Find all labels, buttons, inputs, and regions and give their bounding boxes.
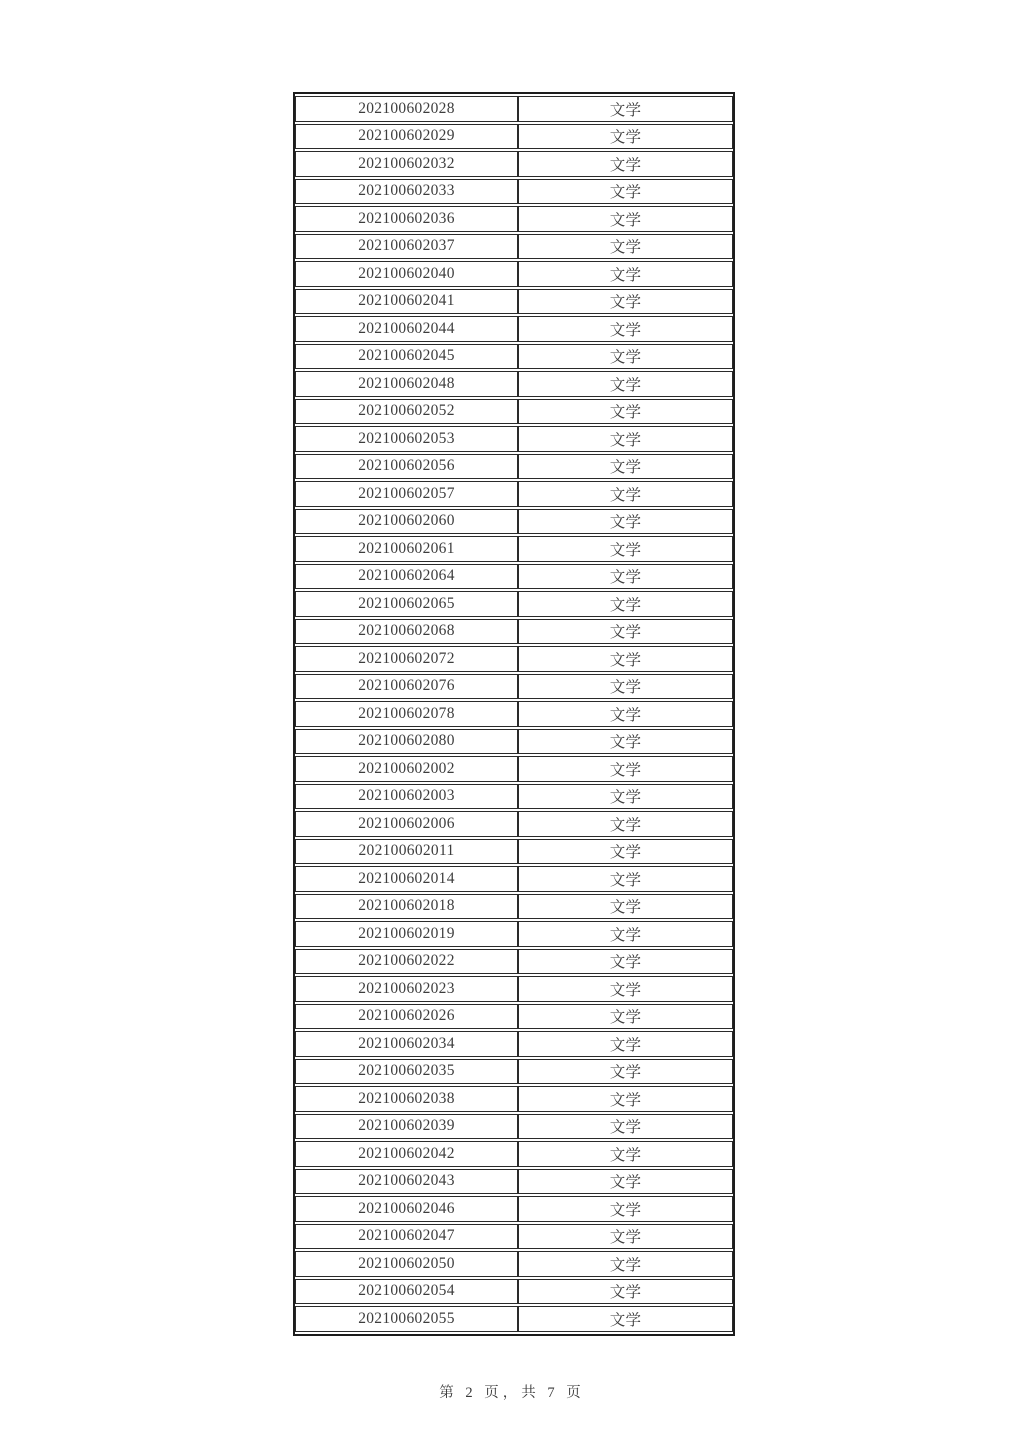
exam-number-cell: 202100602035 (295, 1059, 518, 1085)
exam-number-cell: 202100602053 (295, 426, 518, 452)
table-row (295, 179, 733, 205)
table-row (295, 289, 733, 315)
category-cell: 文学 (518, 729, 733, 755)
category-cell: 文学 (518, 756, 733, 782)
table-row (295, 811, 733, 837)
table-row (295, 564, 733, 590)
exam-number-cell: 202100602014 (295, 866, 518, 892)
category-cell: 文学 (518, 1141, 733, 1167)
exam-number-cell: 202100602018 (295, 894, 518, 920)
table-row (295, 784, 733, 810)
category-cell: 文学 (518, 289, 733, 315)
exam-number-cell: 202100602040 (295, 261, 518, 287)
category-cell: 文学 (518, 894, 733, 920)
exam-number-cell: 202100602029 (295, 124, 518, 150)
table-row (295, 206, 733, 232)
exam-number-cell: 202100602056 (295, 454, 518, 480)
exam-number-cell: 202100602065 (295, 591, 518, 617)
exam-number-cell: 202100602023 (295, 976, 518, 1002)
category-cell: 文学 (518, 674, 733, 700)
category-cell: 文学 (518, 151, 733, 177)
exam-number-cell: 202100602041 (295, 289, 518, 315)
table-row (295, 481, 733, 507)
category-cell: 文学 (518, 536, 733, 562)
page-footer: 第 2 页，共 7 页 (439, 1385, 585, 1401)
exam-number-cell: 202100602042 (295, 1141, 518, 1167)
exam-number-cell: 202100602003 (295, 784, 518, 810)
category-cell: 文学 (518, 949, 733, 975)
table-row (295, 1059, 733, 1085)
category-cell: 文学 (518, 1196, 733, 1222)
table-row (295, 646, 733, 672)
table-row (295, 1306, 733, 1332)
exam-number-cell: 202100602028 (295, 96, 518, 122)
category-cell: 文学 (518, 1224, 733, 1250)
table-row (295, 96, 733, 122)
exam-number-cell: 202100602057 (295, 481, 518, 507)
exam-number-cell: 202100602037 (295, 234, 518, 260)
table-row (295, 921, 733, 947)
exam-number-cell: 202100602060 (295, 509, 518, 535)
category-cell: 文学 (518, 261, 733, 287)
table-row (295, 701, 733, 727)
category-cell: 文学 (518, 1004, 733, 1030)
table-row (295, 234, 733, 260)
category-cell: 文学 (518, 344, 733, 370)
table-row (295, 729, 733, 755)
table-row (295, 1141, 733, 1167)
category-cell: 文学 (518, 591, 733, 617)
exam-number-cell: 202100602048 (295, 371, 518, 397)
exam-number-cell: 202100602032 (295, 151, 518, 177)
table-row (295, 894, 733, 920)
category-cell: 文学 (518, 701, 733, 727)
table-row (295, 674, 733, 700)
exam-number-cell: 202100602019 (295, 921, 518, 947)
exam-number-cell: 202100602076 (295, 674, 518, 700)
category-cell: 文学 (518, 1251, 733, 1277)
table-row (295, 591, 733, 617)
category-cell: 文学 (518, 1086, 733, 1112)
category-cell: 文学 (518, 1114, 733, 1140)
exam-number-cell: 202100602068 (295, 619, 518, 645)
exam-number-cell: 202100602043 (295, 1169, 518, 1195)
category-cell: 文学 (518, 509, 733, 535)
exam-number-cell: 202100602054 (295, 1279, 518, 1305)
category-cell: 文学 (518, 1279, 733, 1305)
category-cell: 文学 (518, 206, 733, 232)
table-row (295, 1086, 733, 1112)
exam-number-cell: 202100602044 (295, 316, 518, 342)
exam-number-cell: 202100602072 (295, 646, 518, 672)
category-cell: 文学 (518, 1031, 733, 1057)
exam-number-cell: 202100602052 (295, 399, 518, 425)
exam-number-cell: 202100602046 (295, 1196, 518, 1222)
category-cell: 文学 (518, 426, 733, 452)
exam-number-cell: 202100602034 (295, 1031, 518, 1057)
exam-number-cell: 202100602006 (295, 811, 518, 837)
table-row (295, 839, 733, 865)
category-cell: 文学 (518, 179, 733, 205)
exam-number-cell: 202100602080 (295, 729, 518, 755)
exam-number-cell: 202100602011 (295, 839, 518, 865)
category-cell: 文学 (518, 371, 733, 397)
table-row (295, 399, 733, 425)
table-row (295, 1031, 733, 1057)
exam-number-cell: 202100602026 (295, 1004, 518, 1030)
category-cell: 文学 (518, 316, 733, 342)
category-cell: 文学 (518, 564, 733, 590)
table-row (295, 866, 733, 892)
category-cell: 文学 (518, 866, 733, 892)
table-row (295, 261, 733, 287)
exam-number-cell: 202100602022 (295, 949, 518, 975)
table-row (295, 976, 733, 1002)
category-cell: 文学 (518, 1169, 733, 1195)
exam-table-body (295, 96, 733, 1332)
category-cell: 文学 (518, 839, 733, 865)
exam-number-cell: 202100602047 (295, 1224, 518, 1250)
table-row (295, 316, 733, 342)
table-row (295, 344, 733, 370)
table-row (295, 536, 733, 562)
category-cell: 文学 (518, 619, 733, 645)
exam-number-cell: 202100602050 (295, 1251, 518, 1277)
table-row (295, 371, 733, 397)
exam-number-cell: 202100602033 (295, 179, 518, 205)
category-cell: 文学 (518, 1059, 733, 1085)
table-row (295, 1251, 733, 1277)
exam-number-cell: 202100602064 (295, 564, 518, 590)
exam-number-cell: 202100602061 (295, 536, 518, 562)
category-cell: 文学 (518, 646, 733, 672)
table-row (295, 1004, 733, 1030)
table-row (295, 426, 733, 452)
table-row (295, 949, 733, 975)
exam-number-cell: 202100602078 (295, 701, 518, 727)
table-row (295, 1196, 733, 1222)
table-row (295, 1279, 733, 1305)
category-cell: 文学 (518, 399, 733, 425)
table-row (295, 1114, 733, 1140)
table-row (295, 1169, 733, 1195)
category-cell: 文学 (518, 454, 733, 480)
exam-table (293, 92, 735, 1336)
category-cell: 文学 (518, 124, 733, 150)
table-row (295, 1224, 733, 1250)
category-cell: 文学 (518, 1306, 733, 1332)
exam-number-cell: 202100602045 (295, 344, 518, 370)
exam-number-cell: 202100602036 (295, 206, 518, 232)
category-cell: 文学 (518, 784, 733, 810)
table-row (295, 509, 733, 535)
category-cell: 文学 (518, 96, 733, 122)
exam-number-cell: 202100602038 (295, 1086, 518, 1112)
exam-number-cell: 202100602055 (295, 1306, 518, 1332)
exam-number-cell: 202100602039 (295, 1114, 518, 1140)
category-cell: 文学 (518, 481, 733, 507)
category-cell: 文学 (518, 976, 733, 1002)
table-row (295, 151, 733, 177)
table-row (295, 756, 733, 782)
category-cell: 文学 (518, 234, 733, 260)
table-row (295, 454, 733, 480)
category-cell: 文学 (518, 921, 733, 947)
table-row (295, 619, 733, 645)
exam-number-cell: 202100602002 (295, 756, 518, 782)
table-row (295, 124, 733, 150)
category-cell: 文学 (518, 811, 733, 837)
